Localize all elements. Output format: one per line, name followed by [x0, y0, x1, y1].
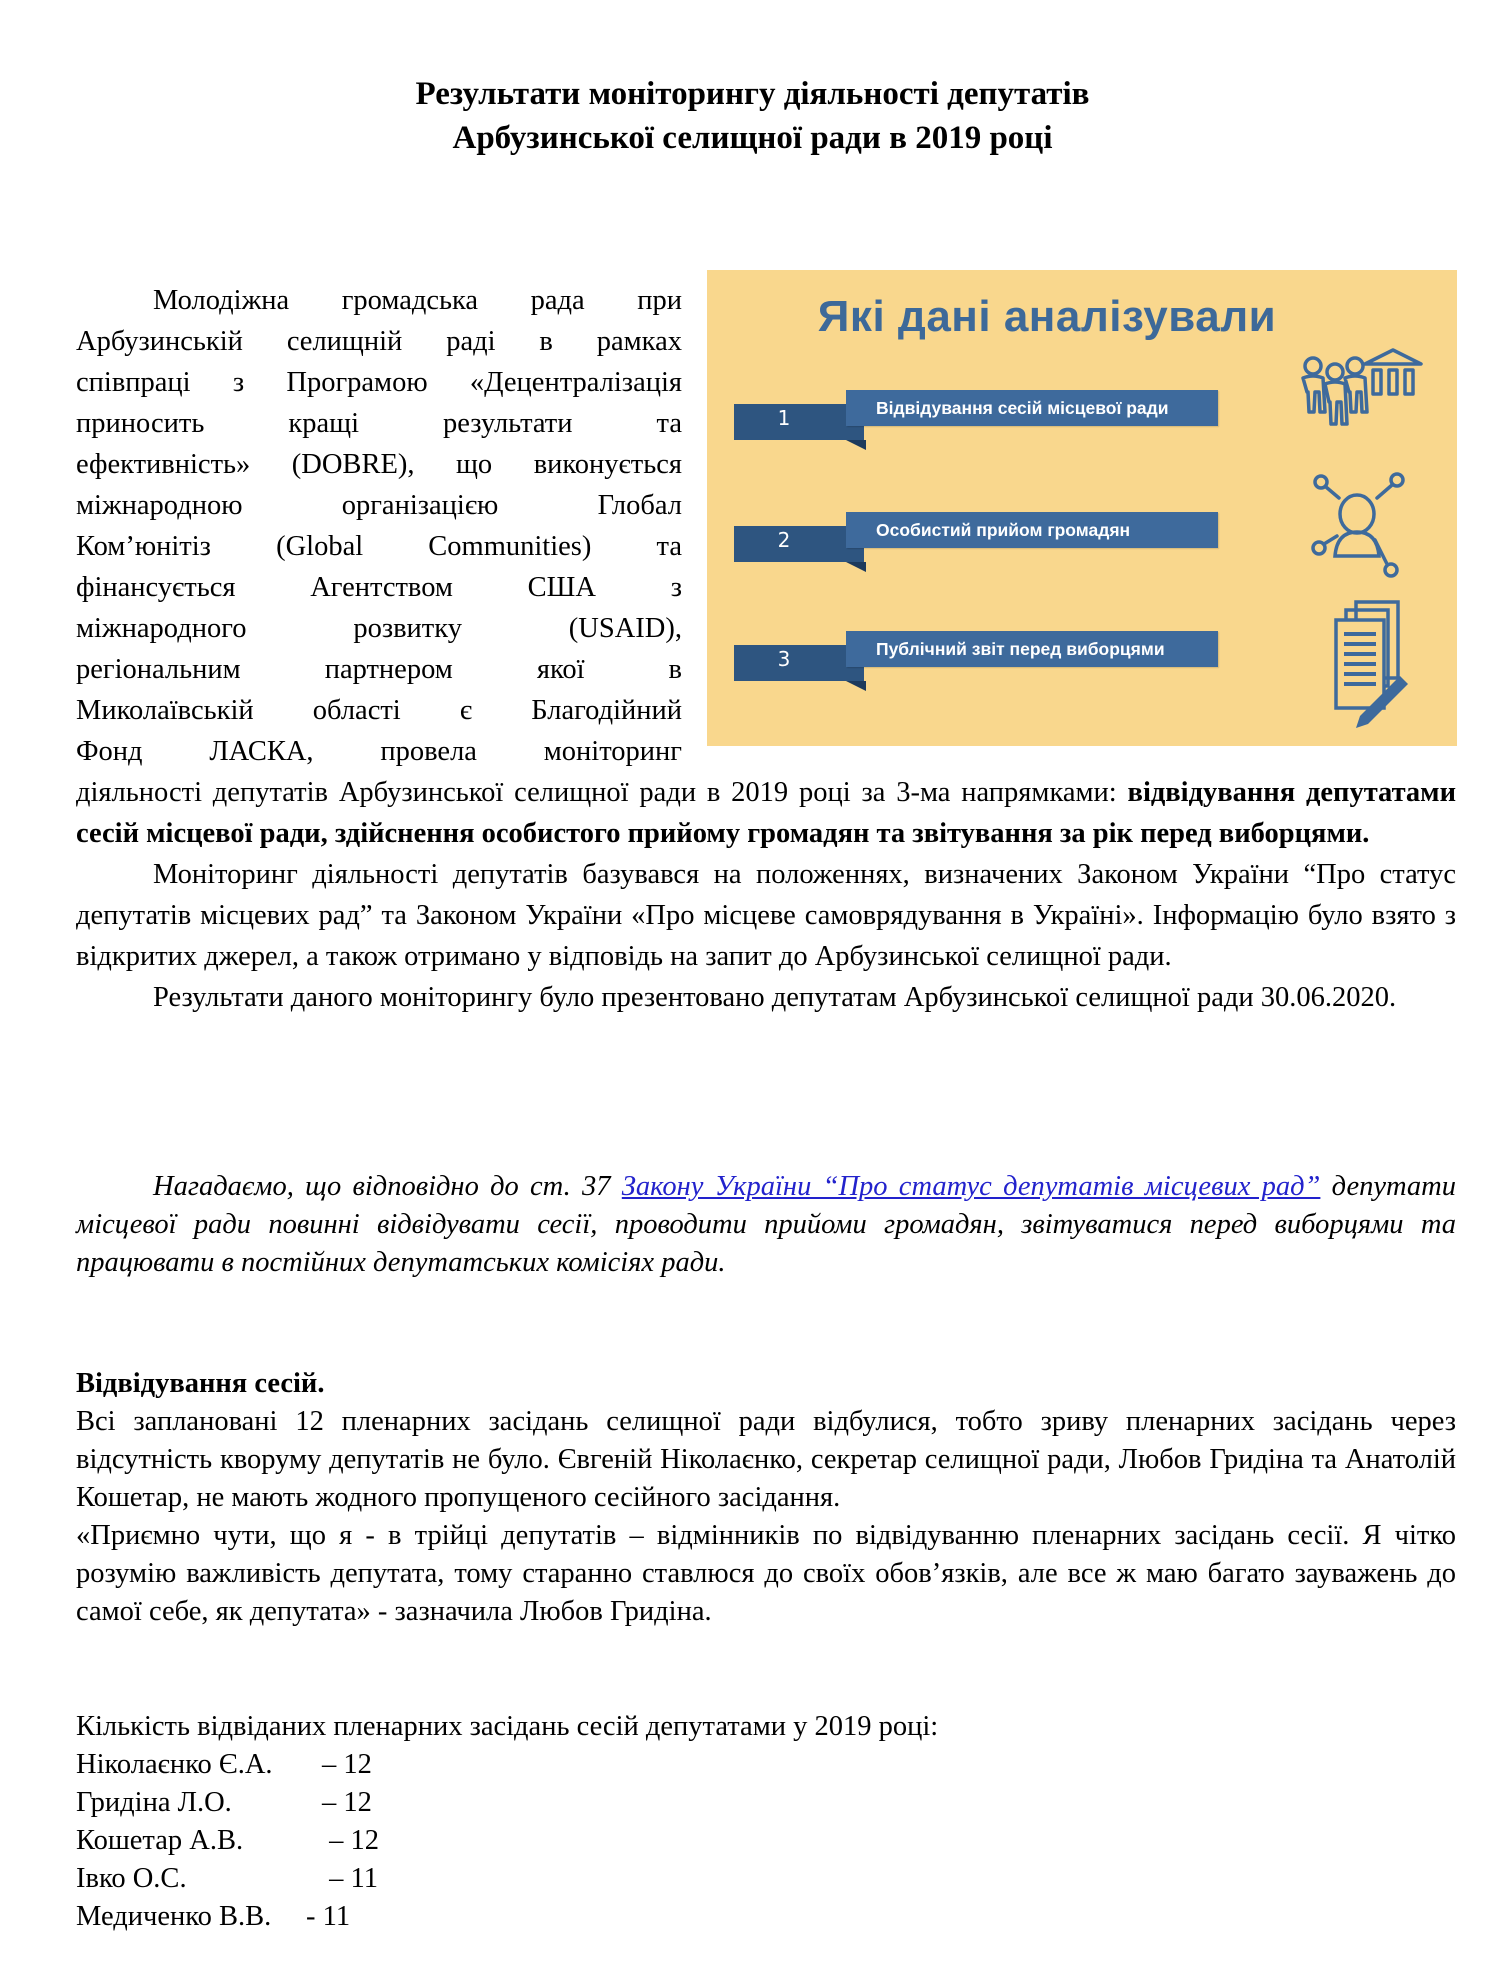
ribbon-fold [846, 440, 866, 450]
infographic [707, 270, 1457, 746]
attendance-row [76, 1784, 938, 1822]
title-line-2: Арбузинської селищної ради в 2019 році [452, 120, 1053, 156]
basis-paragraph: Моніторинг діяльності депутатів базувався на положеннях, визначених Законом України “Про статус депутатів місцевих рад” та Законом України «Про місцеве самоврядування в Україні». Інформацію було взято з відкритих джерел, а також отримано у відповідь на запит до Арбузинської селищної ради. [76, 859, 1456, 972]
deputy-name: Ніколаєнко Є.А. [76, 1749, 273, 1780]
separator: – [322, 1749, 344, 1780]
attendance-list-heading: Кількість відвіданих пленарних засідань сесій депутатами у 2019 році: [76, 1711, 939, 1742]
attendance-row [76, 1860, 938, 1898]
reminder-text-after: депутати місцевої ради повинні відвідувати сесії, проводити прийоми громадян, звітуватися перед виборцями та працювати в постійних депутатських комісіях ради. [76, 1171, 1457, 1278]
separator: - [306, 1901, 323, 1932]
presented-paragraph: Результати даного моніторингу було презентовано депутатам Арбузинської селищної ради 30.06.2020. [153, 982, 1397, 1013]
item-label-banner: Відвідування сесій місцевої ради [846, 390, 1218, 426]
attendance-count: 11 [350, 1863, 378, 1894]
document-title [0, 72, 1505, 160]
people-building-icon [1297, 348, 1437, 448]
law-link[interactable]: Закону України “Про статус депутатів місцевих рад” [621, 1171, 1321, 1202]
infographic-item-1 [734, 390, 1169, 450]
attendance-count: 12 [343, 1787, 372, 1818]
attendance-row [76, 1746, 938, 1784]
intro-line: фінансується Агентством США з [76, 572, 682, 603]
reminder-text-before: Нагадаємо, що відповідно до ст. 37 [153, 1171, 622, 1202]
separator: – [322, 1863, 351, 1894]
attendance-count: 11 [322, 1901, 351, 1932]
intro-paragraph-wrapped [76, 280, 682, 772]
deputy-name: Івко О.С. [76, 1863, 187, 1894]
sessions-heading: Відвідування сесій. [76, 1368, 325, 1399]
item-number-badge: 1 [734, 404, 864, 440]
attendance-row [76, 1822, 938, 1860]
infographic-item-2 [734, 512, 1131, 572]
item-number-badge: 2 [734, 526, 864, 562]
sessions-text: Всі заплановані 12 пленарних засідань селищної ради відбулися, тобто зриву пленарних засідань через відсутність кворуму депутатів не було. Євгеній Ніколаєнко, секретар селищної ради, Любов Гридіна та Анатолій Кошетар, не мають жодного пропущеного сесійного засідання. [76, 1406, 1456, 1513]
item-label-banner: Особистий прийом громадян [846, 512, 1218, 548]
item-number-badge: 3 [734, 645, 864, 681]
intro-line: приносить кращі результати та [76, 408, 682, 439]
intro-line: ефективність» (DOBRE), що виконується [76, 449, 682, 480]
intro-continuation-text: діяльності депутатів Арбузинської селищної ради в 2019 році за 3-ма напрямками: [76, 777, 1128, 808]
intro-line: міжнародного розвитку (USAID), [76, 613, 682, 644]
deputy-name: Медиченко В.В. [76, 1901, 272, 1932]
intro-line: Ком’юнітіз (Global Communities) та [76, 531, 682, 562]
intro-line: Миколаївській області є Благодійний [76, 695, 682, 726]
deputy-name: Кошетар А.В. [76, 1825, 244, 1856]
monitoring-directions: відвідування депутатами сесій місцевої ради, здійснення особистого прийому громадян та звітування за рік перед виборцями. [76, 777, 1457, 849]
attendance-list [76, 1708, 938, 1936]
title-line-1: Результати моніторингу діяльності депутатів [415, 76, 1090, 112]
sessions-quote: «Приємно чути, що я - в трійці депутатів – відмінників по відвідуванню пленарних засідань сесії. Я чітко розумію важливість депутата, тому старанно ставлюся до своїх обов’язків, але все ж маю багато зауважень до самої себе, як депутата» - зазначила Любов Гридіна. [76, 1520, 1456, 1627]
person-network-icon [1307, 470, 1417, 580]
separator: – [322, 1787, 344, 1818]
attendance-count: 12 [343, 1749, 372, 1780]
infographic-item-3 [734, 631, 1165, 691]
infographic-heading: Які дані аналізували [817, 292, 1277, 341]
sessions-section [76, 1365, 1456, 1631]
documents-pen-icon [1322, 600, 1417, 730]
item-label-banner: Публічний звіт перед виборцями [846, 631, 1218, 667]
attendance-count: 12 [350, 1825, 379, 1856]
intro-line: співпраці з Програмою «Децентралізація [76, 367, 682, 398]
ribbon-fold [846, 681, 866, 691]
intro-continuation [76, 772, 1456, 1018]
intro-line: Молодіжна громадська рада при [153, 285, 682, 316]
intro-line: Арбузинській селищній раді в рамках [76, 326, 682, 357]
intro-line: міжнародною організацією Глобал [76, 490, 682, 521]
reminder-paragraph [76, 1168, 1456, 1282]
attendance-row [76, 1898, 938, 1936]
intro-line: регіональним партнером якої в [76, 654, 682, 685]
ribbon-fold [846, 562, 866, 572]
separator: – [322, 1825, 351, 1856]
deputy-name: Гридіна Л.О. [76, 1787, 232, 1818]
intro-line: Фонд ЛАСКА, провела моніторинг [76, 736, 682, 767]
